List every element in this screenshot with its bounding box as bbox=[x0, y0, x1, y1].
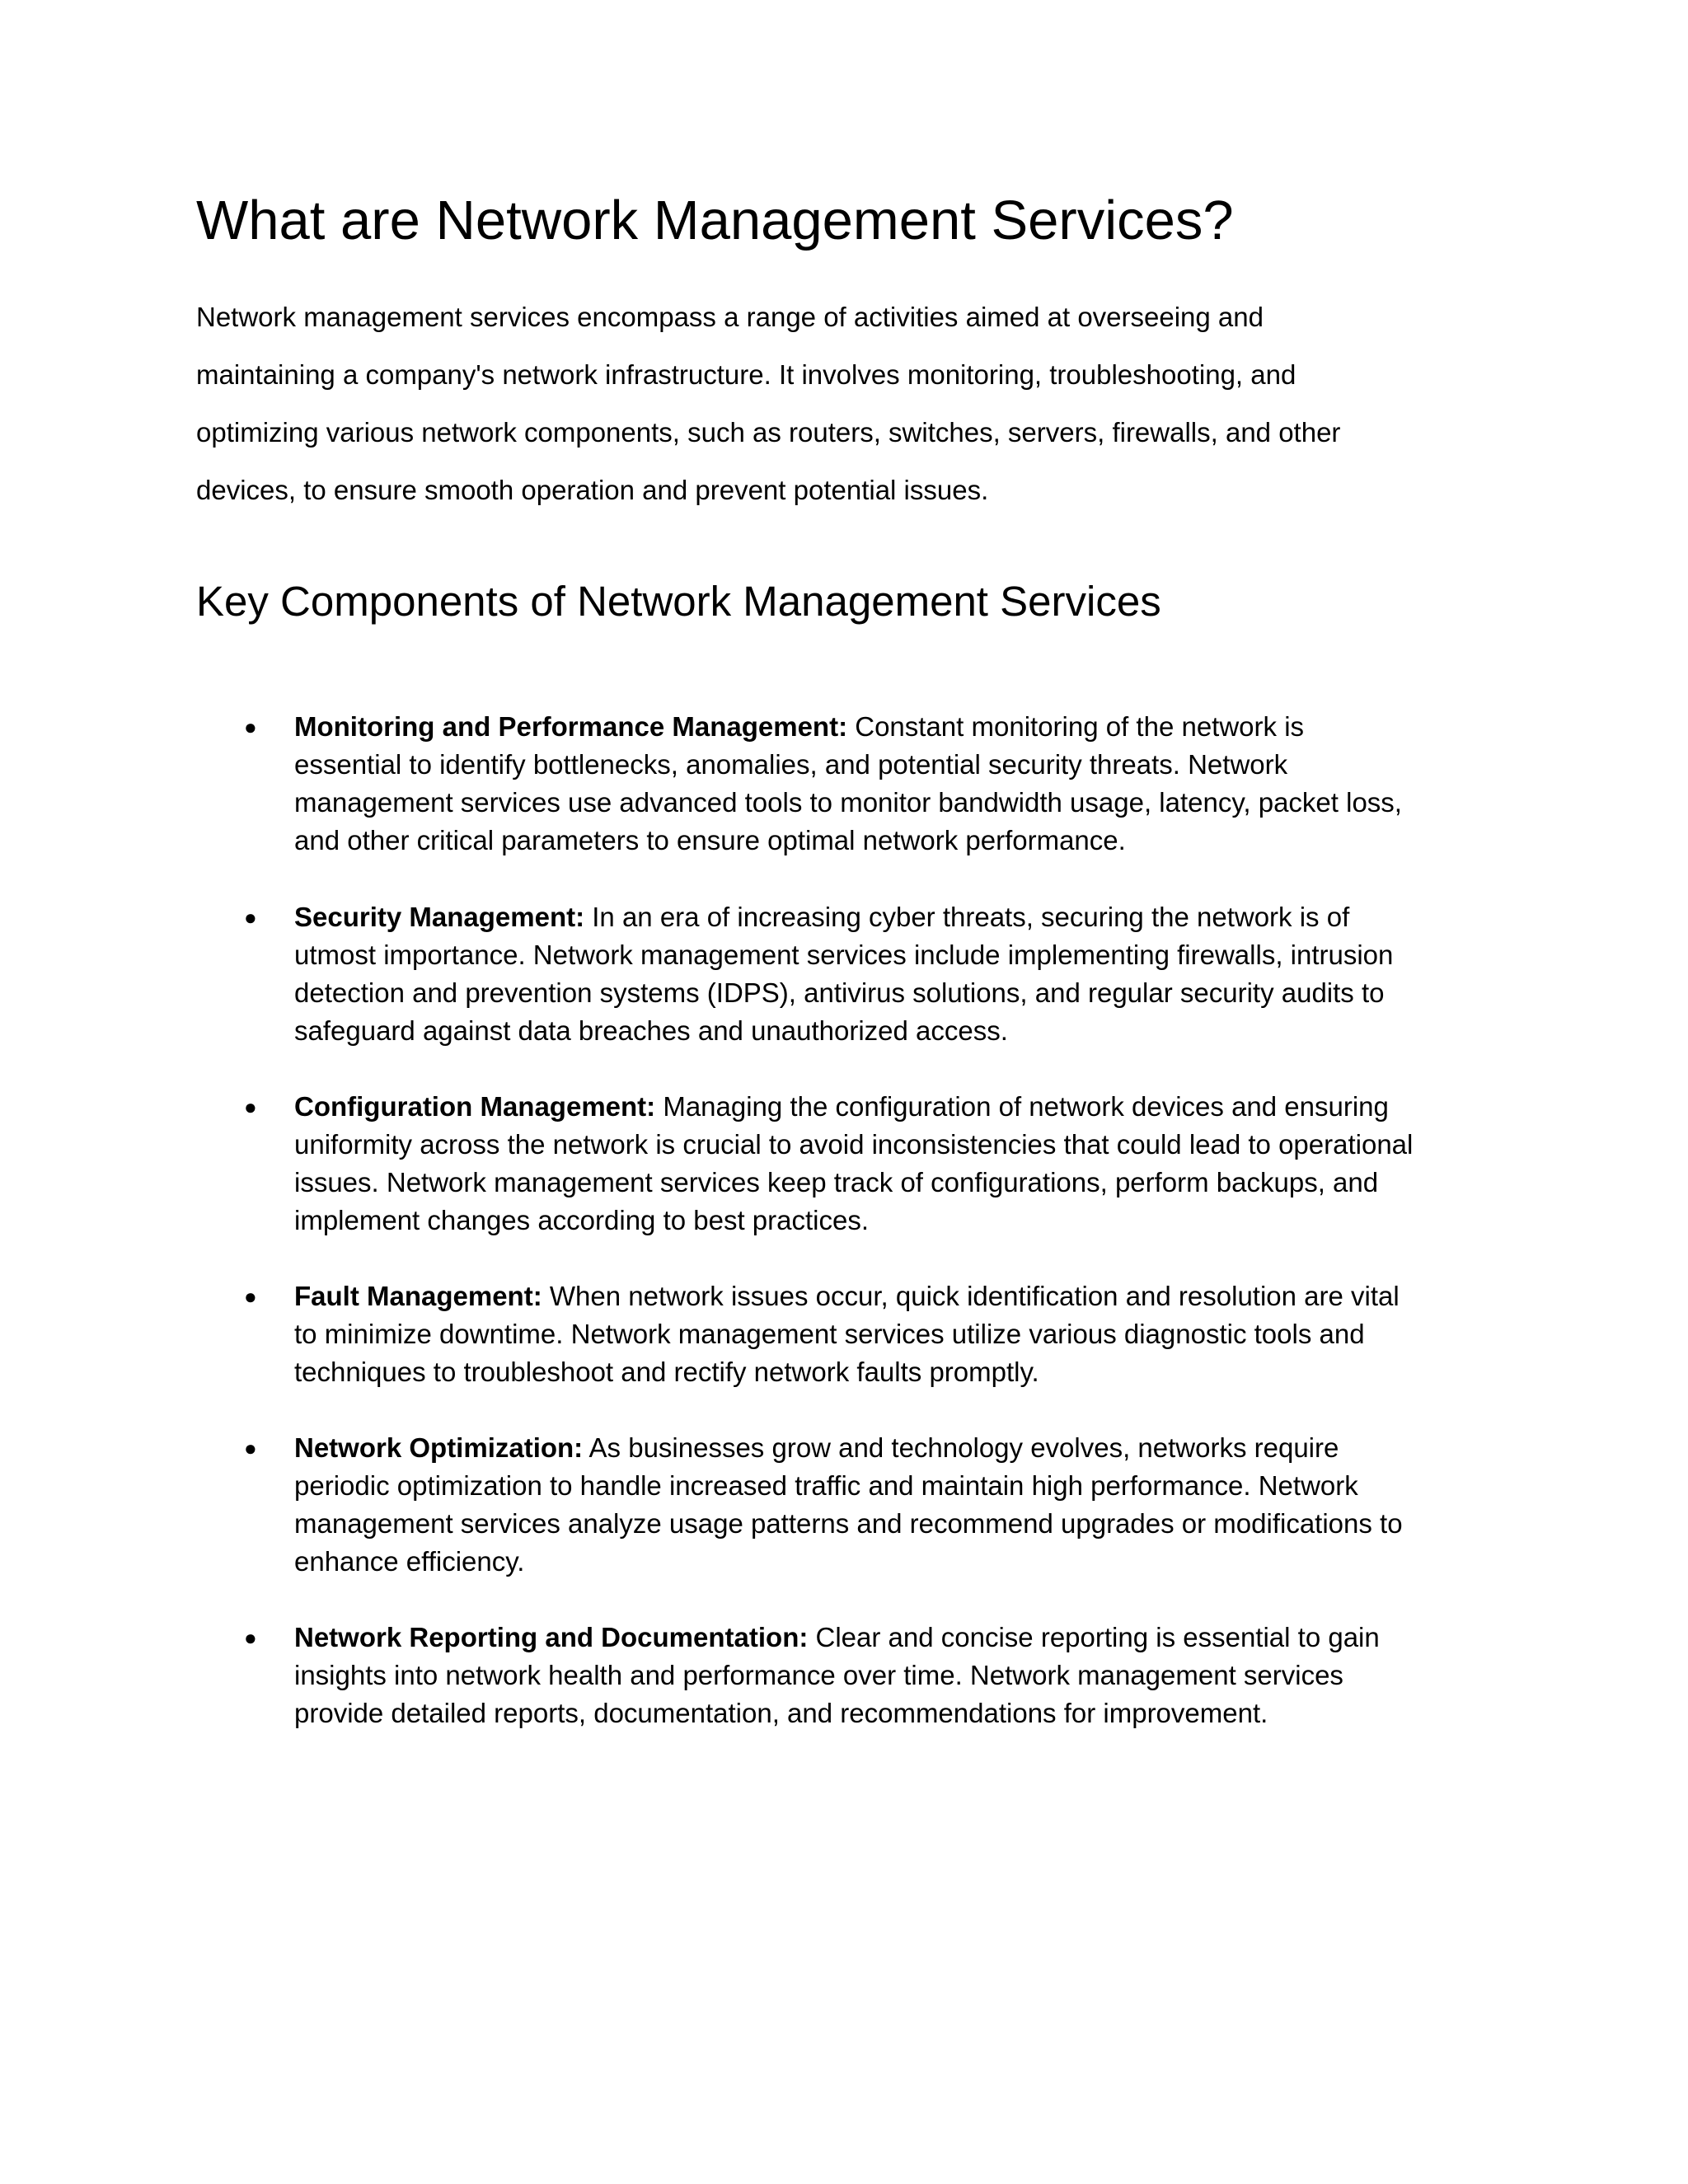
list-item-description: Managing the configuration of network devices and ensuring bbox=[655, 1091, 1389, 1122]
list-item-line: management services analyze usage patterns and recommend upgrades or modifications to bbox=[294, 1508, 1403, 1539]
list-item-line: implement changes according to best practices. bbox=[294, 1205, 870, 1235]
bullet-icon: ● bbox=[244, 715, 257, 739]
list-item-description: Constant monitoring of the network is bbox=[847, 711, 1305, 742]
list-item-line: and other critical parameters to ensure optimal network performance. bbox=[294, 825, 1126, 855]
list-item-line: to minimize downtime. Network management services utilize various diagnostic tools and bbox=[294, 1319, 1365, 1349]
list-item-line: uniformity across the network is crucial to avoid inconsistencies that could lead to operational bbox=[294, 1129, 1414, 1160]
bullet-icon: ● bbox=[244, 905, 257, 930]
list-item-line: safeguard against data breaches and unauthorized access. bbox=[294, 1015, 1008, 1046]
list-item-text bbox=[294, 898, 1393, 1050]
list-item-text bbox=[294, 1429, 1403, 1581]
list-item-line: management services use advanced tools to monitor bandwidth usage, latency, packet loss, bbox=[294, 787, 1402, 818]
bullet-icon: ● bbox=[244, 1436, 257, 1460]
bullet-icon: ● bbox=[244, 1625, 257, 1650]
list-item-text bbox=[294, 1619, 1380, 1732]
list-item-line: issues. Network management services keep track of configurations, perform backups, and bbox=[294, 1167, 1379, 1197]
list-item-description: As businesses grow and technology evolves, networks require bbox=[583, 1432, 1339, 1463]
list-item-term: Monitoring and Performance Management: bbox=[294, 711, 848, 742]
list-item-term: Fault Management: bbox=[294, 1281, 542, 1311]
list-item-description: When network issues occur, quick identification and resolution are vital bbox=[542, 1281, 1400, 1311]
list-item-text bbox=[294, 1088, 1413, 1240]
list-item-line: utmost importance. Network management services include implementing firewalls, intrusion bbox=[294, 940, 1394, 970]
list-item-line: techniques to troubleshoot and rectify network faults promptly. bbox=[294, 1357, 1039, 1387]
list-item-text bbox=[294, 708, 1402, 860]
intro-line: Network management services encompass a range of activities aimed at overseeing and bbox=[196, 302, 1264, 332]
list-item-line: essential to identify bottlenecks, anomalies, and potential security threats. Network bbox=[294, 749, 1288, 780]
list-item-term: Security Management: bbox=[294, 902, 585, 932]
list-item-description: In an era of increasing cyber threats, securing the network is of bbox=[584, 902, 1350, 932]
intro-line: optimizing various network components, such as routers, switches, servers, firewalls, and other bbox=[196, 417, 1341, 448]
bullet-icon: ● bbox=[244, 1284, 257, 1309]
list-item-line: detection and prevention systems (IDPS), antivirus solutions, and regular security audits to bbox=[294, 977, 1385, 1008]
section-heading: Key Components of Network Management Services bbox=[196, 578, 1161, 625]
intro-paragraph bbox=[196, 288, 1507, 519]
list-item-term: Network Optimization: bbox=[294, 1432, 584, 1463]
list-item-term: Network Reporting and Documentation: bbox=[294, 1622, 809, 1652]
list-item-description: Clear and concise reporting is essential to gain bbox=[808, 1622, 1380, 1652]
list-item-line: provide detailed reports, documentation, and recommendations for improvement. bbox=[294, 1698, 1268, 1728]
intro-line: devices, to ensure smooth operation and prevent potential issues. bbox=[196, 475, 989, 505]
list-item-line: periodic optimization to handle increased traffic and maintain high performance. Network bbox=[294, 1470, 1358, 1501]
list-item-line: enhance efficiency. bbox=[294, 1546, 525, 1577]
list-item-term: Configuration Management: bbox=[294, 1091, 656, 1122]
intro-line: maintaining a company's network infrastructure. It involves monitoring, troubleshooting, and bbox=[196, 359, 1296, 390]
bullet-icon: ● bbox=[244, 1094, 257, 1119]
list-item-line: insights into network health and performance over time. Network management services bbox=[294, 1660, 1343, 1690]
page-title: What are Network Management Services? bbox=[196, 190, 1234, 251]
list-item-text bbox=[294, 1277, 1400, 1391]
